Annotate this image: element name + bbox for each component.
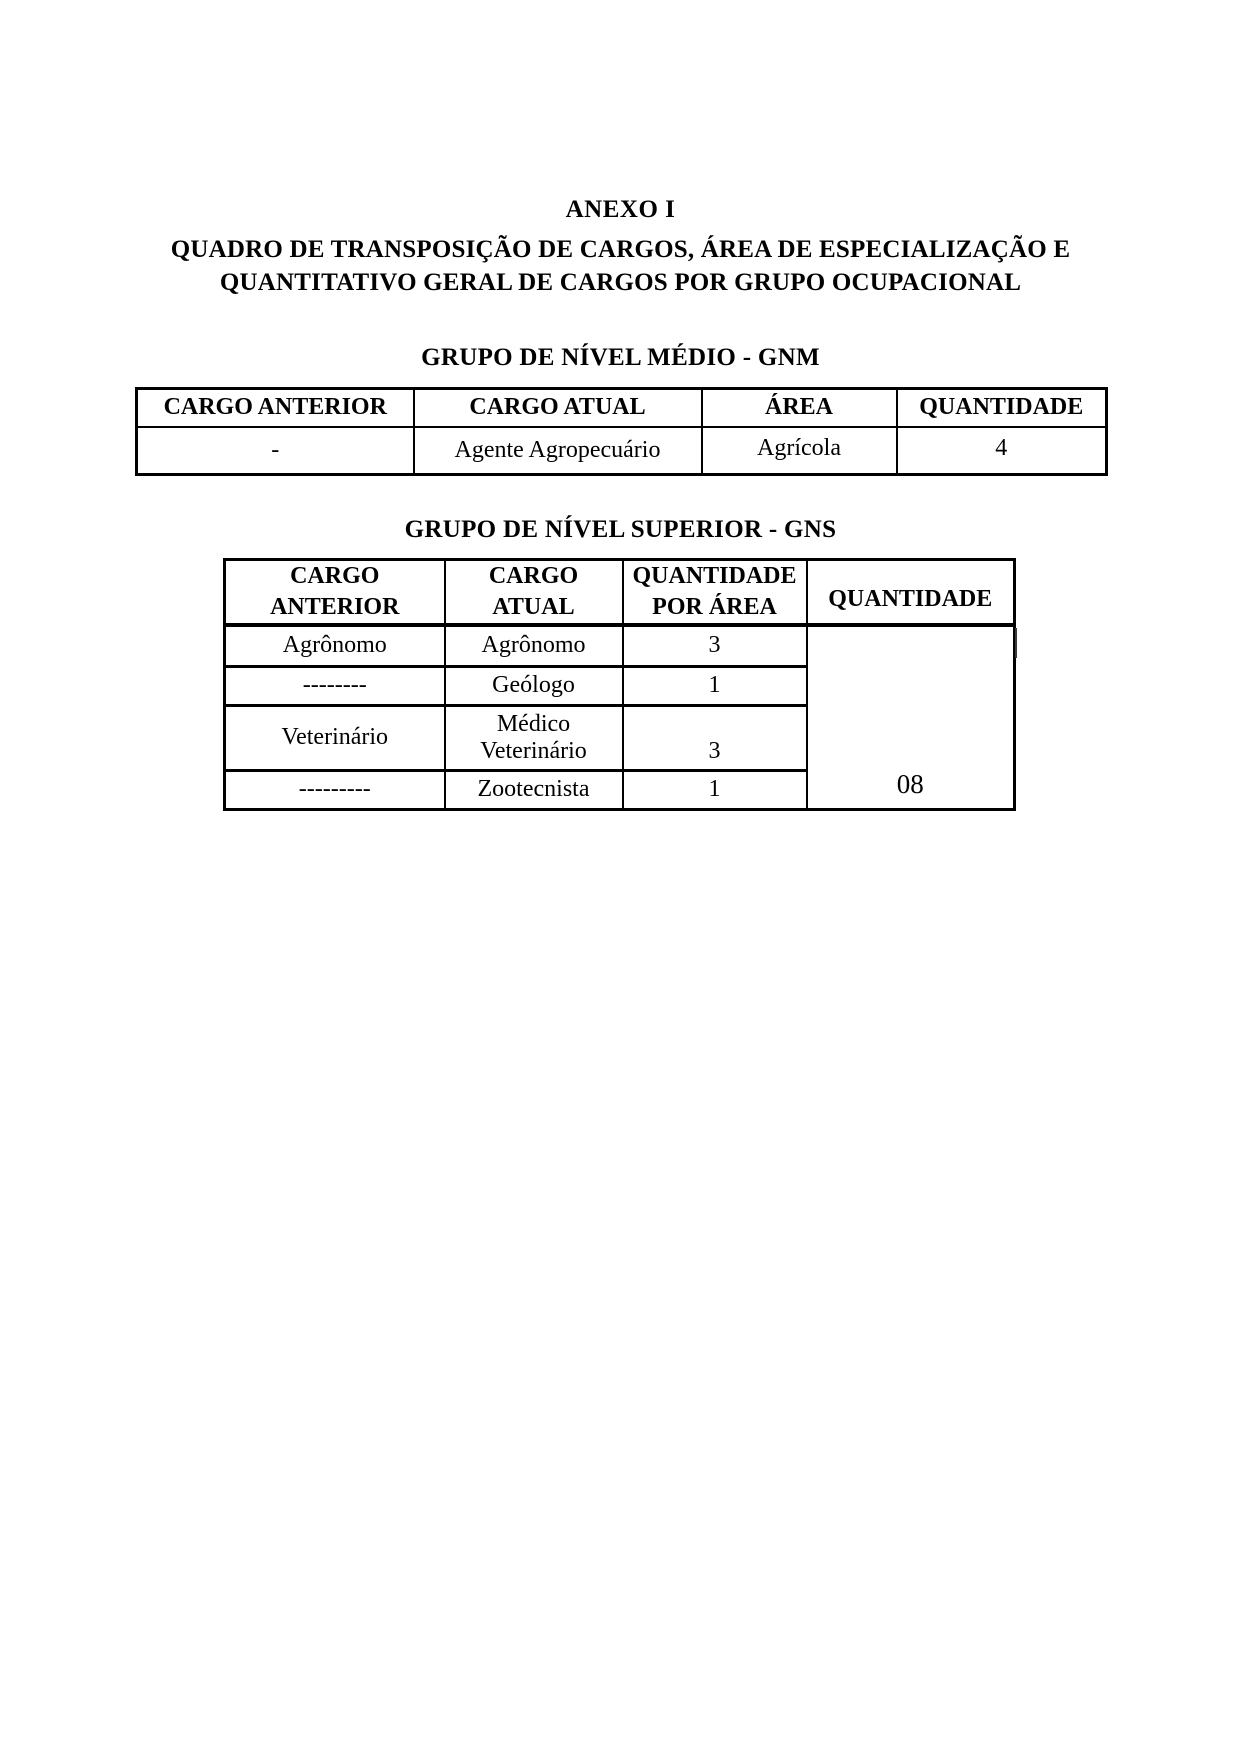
subtitle-line-2: QUANTITATIVO GERAL DE CARGOS POR GRUPO OCUPACIONAL [219, 269, 1022, 296]
page-subtitle [0, 233, 1241, 299]
page-title: ANEXO I [565, 196, 676, 223]
gns-cell-quantidade-por-area: 1 [623, 666, 807, 705]
gnm-cell-area: Agrícola [702, 427, 897, 475]
gns-header-quantidade-por-area-line1: QUANTIDADE [632, 563, 797, 589]
gns-header-quantidade-por-area [623, 560, 807, 626]
gnm-section-heading: GRUPO DE NÍVEL MÉDIO - GNM [421, 344, 820, 371]
gns-cell-quantidade-total: 08 [807, 625, 1015, 809]
gns-section-heading: GRUPO DE NÍVEL SUPERIOR - GNS [404, 516, 837, 543]
gns-header-cargo-anterior-line2: ANTERIOR [270, 594, 400, 620]
gns-cell-cargo-atual: Agrônomo [445, 625, 623, 666]
gns-cell-quantidade-por-area: 1 [623, 770, 807, 809]
gns-cell-cargo-atual: Zootecnista [445, 770, 623, 809]
gns-cell-quantidade-por-area: 3 [623, 705, 807, 770]
scan-artifact-line [1015, 628, 1017, 658]
gnm-header-cargo-anterior: CARGO ANTERIOR [137, 389, 414, 427]
gns-table-row [225, 625, 1015, 666]
gnm-header-row [137, 389, 1107, 427]
gnm-table [135, 387, 1108, 476]
gns-header-quantidade: QUANTIDADE [807, 560, 1015, 626]
subtitle-line-1: QUADRO DE TRANSPOSIÇÃO DE CARGOS, ÁREA DE ESPECIALIZAÇÃO E [170, 236, 1071, 263]
gns-header-cargo-atual [445, 560, 623, 626]
gns-header-cargo-anterior-line1: CARGO [290, 563, 380, 589]
gnm-cell-cargo-atual: Agente Agropecuário [414, 427, 702, 475]
gns-table [223, 558, 1016, 811]
gns-header-cargo-atual-line2: ATUAL [492, 594, 575, 620]
gns-header-quantidade-por-area-line2: POR ÁREA [652, 594, 777, 620]
gns-cell-cargo-atual: Geólogo [445, 666, 623, 705]
gnm-header-cargo-atual: CARGO ATUAL [414, 389, 702, 427]
gns-header-row [225, 560, 1015, 626]
gns-cell-quantidade-por-area: 3 [623, 625, 807, 666]
gns-cell-cargo-anterior: -------- [225, 666, 445, 705]
gnm-cell-cargo-anterior: - [137, 427, 414, 475]
gns-header-cargo-anterior [225, 560, 445, 626]
gns-cell-cargo-anterior: Veterinário [225, 705, 445, 770]
gns-header-cargo-atual-line1: CARGO [488, 563, 579, 589]
gnm-cell-quantidade: 4 [897, 427, 1107, 475]
gns-cell-cargo-atual: Médico Veterinário [445, 705, 623, 770]
gnm-table-row [137, 427, 1107, 475]
gns-cell-cargo-anterior: --------- [225, 770, 445, 809]
gnm-header-quantidade: QUANTIDADE [897, 389, 1107, 427]
gns-cell-cargo-anterior: Agrônomo [225, 625, 445, 666]
gnm-header-area: ÁREA [702, 389, 897, 427]
